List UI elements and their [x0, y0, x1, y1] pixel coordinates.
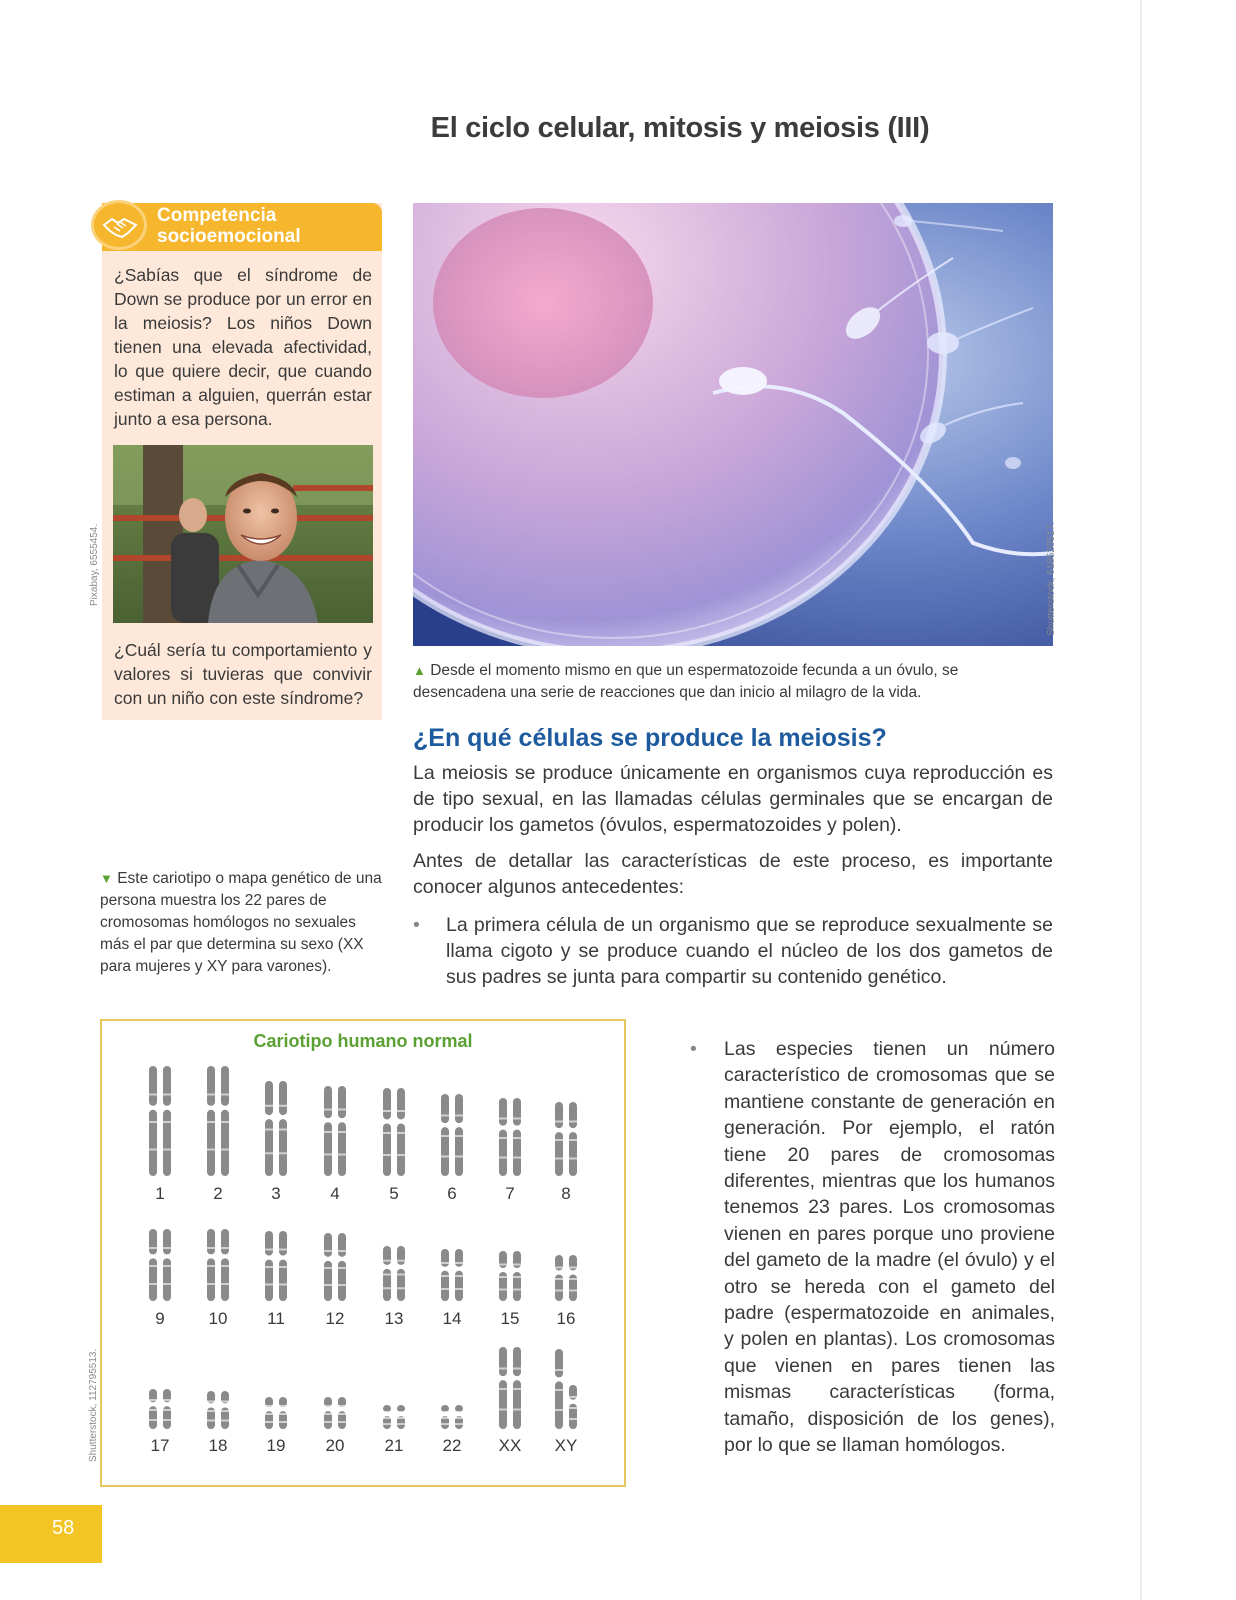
- chromosome-3: [265, 1081, 287, 1176]
- chromosome-19: [265, 1397, 287, 1429]
- chromosome-11: [265, 1231, 287, 1301]
- chromosome-16: [555, 1255, 577, 1301]
- chromosome-xy: [555, 1349, 577, 1429]
- bullet-dot-icon: •: [413, 914, 420, 936]
- photo-credit-pixabay: Pixabay, 6555454.: [89, 523, 100, 606]
- chromosome-8: [555, 1102, 577, 1176]
- triangle-up-icon: ▲: [413, 663, 426, 678]
- chromosome-label: 12: [325, 1309, 345, 1328]
- bullet-text-1: La primera célula de un organismo que se reproduce sexualmente se llama cigoto y se produce cuando el núcleo de los dos gametos de sus padres se junta para compartir su contenido genético.: [446, 914, 1053, 988]
- chromosome-label: 17: [150, 1436, 170, 1455]
- karyotype-credit: Shutterstock, 112795513.: [88, 1348, 99, 1462]
- page-edge-line: [1140, 0, 1142, 1600]
- image-caption: [413, 660, 1033, 704]
- chromosome-14: [441, 1249, 463, 1301]
- paragraph-2: Antes de detallar las características de este proceso, es importante conocer algunos antecedentes:: [413, 850, 1053, 898]
- chromosome-label: 6: [447, 1184, 457, 1203]
- page-title: El ciclo celular, mitosis y meiosis (III): [430, 112, 930, 144]
- chromosome-label: 16: [556, 1309, 576, 1328]
- chromosome-label: 14: [442, 1309, 462, 1328]
- chromosome-label: 7: [505, 1184, 515, 1203]
- karyotype-title: Cariotipo humano normal: [253, 1031, 473, 1051]
- chromosome-2: [207, 1066, 229, 1176]
- page-number: 58: [52, 1517, 75, 1539]
- chromosome-label: 19: [266, 1436, 286, 1455]
- chromosome-1: [149, 1066, 171, 1176]
- image-credit-shutterstock: Shutterstock, 618520517.: [1046, 522, 1057, 636]
- chromosome-label: 9: [155, 1309, 165, 1328]
- karyotype-caption-text: Este cariotipo o mapa genético de una persona muestra los 22 pares de cromosomas homólogos no sexuales más el par que determina su sexo (XX para mujeres y XY para varones).: [100, 870, 382, 975]
- chromosome-7: [499, 1098, 521, 1176]
- chromosome-18: [207, 1391, 229, 1429]
- chromosome-9: [149, 1229, 171, 1301]
- chromosome-22: [441, 1405, 463, 1429]
- bullet-dot-icon: •: [690, 1038, 697, 1060]
- bullet-item-1: [413, 912, 1053, 992]
- chromosome-label: 4: [330, 1184, 340, 1203]
- competencia-title-line1: Competencia: [157, 205, 277, 226]
- chromosome-4: [324, 1086, 346, 1176]
- bullet-text-2: Las especies tienen un número característico de cromosomas que se mantiene constante de generación en generación. Por ejemplo, el ratón tiene 20 pares de cromosomas diferentes, mientras que los humanos tenemos 23 pares. Los cromosomas vienen en pares porque uno proviene del gameto de la madre (el óvulo) y el otro se hereda con el gameto del padre (espermatozoide en animales, y polen en plantas). Los cromosomas que vienen en pares tienen las mismas características (forma, tamaño, disposición de los genes), por lo que se llaman homólogos.: [724, 1038, 1055, 1457]
- competencia-title-line2: socioemocional: [157, 226, 301, 247]
- karyotype-caption: [100, 868, 385, 978]
- chromosome-label: 13: [384, 1309, 404, 1328]
- chromosome-label: XY: [554, 1436, 578, 1455]
- chromosome-label: 8: [561, 1184, 571, 1203]
- fertilization-image: [413, 203, 1053, 646]
- chromosome-label: 21: [384, 1436, 404, 1455]
- image-caption-text: Desde el momento mismo en que un espermatozoide fecunda a un óvulo, se desencadena una serie de reacciones que dan inicio al milagro de la vida.: [413, 662, 959, 701]
- triangle-down-icon: ▼: [100, 871, 113, 886]
- page-number-box: [0, 1505, 102, 1563]
- bullet-item-2: [690, 1036, 1055, 1456]
- chromosome-20: [324, 1397, 346, 1429]
- paragraph-1: La meiosis se produce únicamente en organismos cuya reproducción es de tipo sexual, en las llamadas células germinales que se encargan de producir los gametos (óvulos, espermatozoides y polen).: [413, 762, 1053, 836]
- handshake-icon: [91, 200, 147, 250]
- chromosome-5: [383, 1088, 405, 1176]
- chromosome-12: [324, 1233, 346, 1301]
- competencia-text: ¿Sabías que el síndrome de Down se produce por un error en la meiosis? Los niños Down tienen una elevada afectividad, lo que quiere decir, que cuando estiman a alguien, querrán estar junto a esa persona.: [114, 265, 372, 429]
- chromosome-label: 10: [208, 1309, 228, 1328]
- chromosome-6: [441, 1094, 463, 1176]
- chromosome-label: 3: [271, 1184, 281, 1203]
- chromosome-21: [383, 1405, 405, 1429]
- competencia-title: [157, 205, 377, 247]
- chromosome-17: [149, 1389, 171, 1429]
- competencia-question: ¿Cuál sería tu comportamiento y valores si tuvieras que convivir con un niño con este síndrome?: [114, 640, 372, 708]
- chromosome-10: [207, 1229, 229, 1301]
- boy-photo: [113, 445, 373, 623]
- chromosome-label: 1: [155, 1184, 165, 1203]
- chromosome-label: 20: [325, 1436, 345, 1455]
- chromosome-label: 5: [389, 1184, 399, 1203]
- chromosome-label: 22: [442, 1436, 462, 1455]
- karyotype-chart: [102, 1021, 624, 1485]
- chromosome-label: 11: [267, 1309, 285, 1328]
- chromosome-xx: [499, 1347, 521, 1429]
- chromosome-label: 2: [213, 1184, 223, 1203]
- chromosome-label: 15: [500, 1309, 520, 1328]
- chromosome-15: [499, 1251, 521, 1301]
- chromosome-label: XX: [498, 1436, 522, 1455]
- chromosome-label: 18: [208, 1436, 228, 1455]
- section-heading: ¿En qué células se produce la meiosis?: [413, 724, 887, 752]
- chromosome-13: [383, 1246, 405, 1301]
